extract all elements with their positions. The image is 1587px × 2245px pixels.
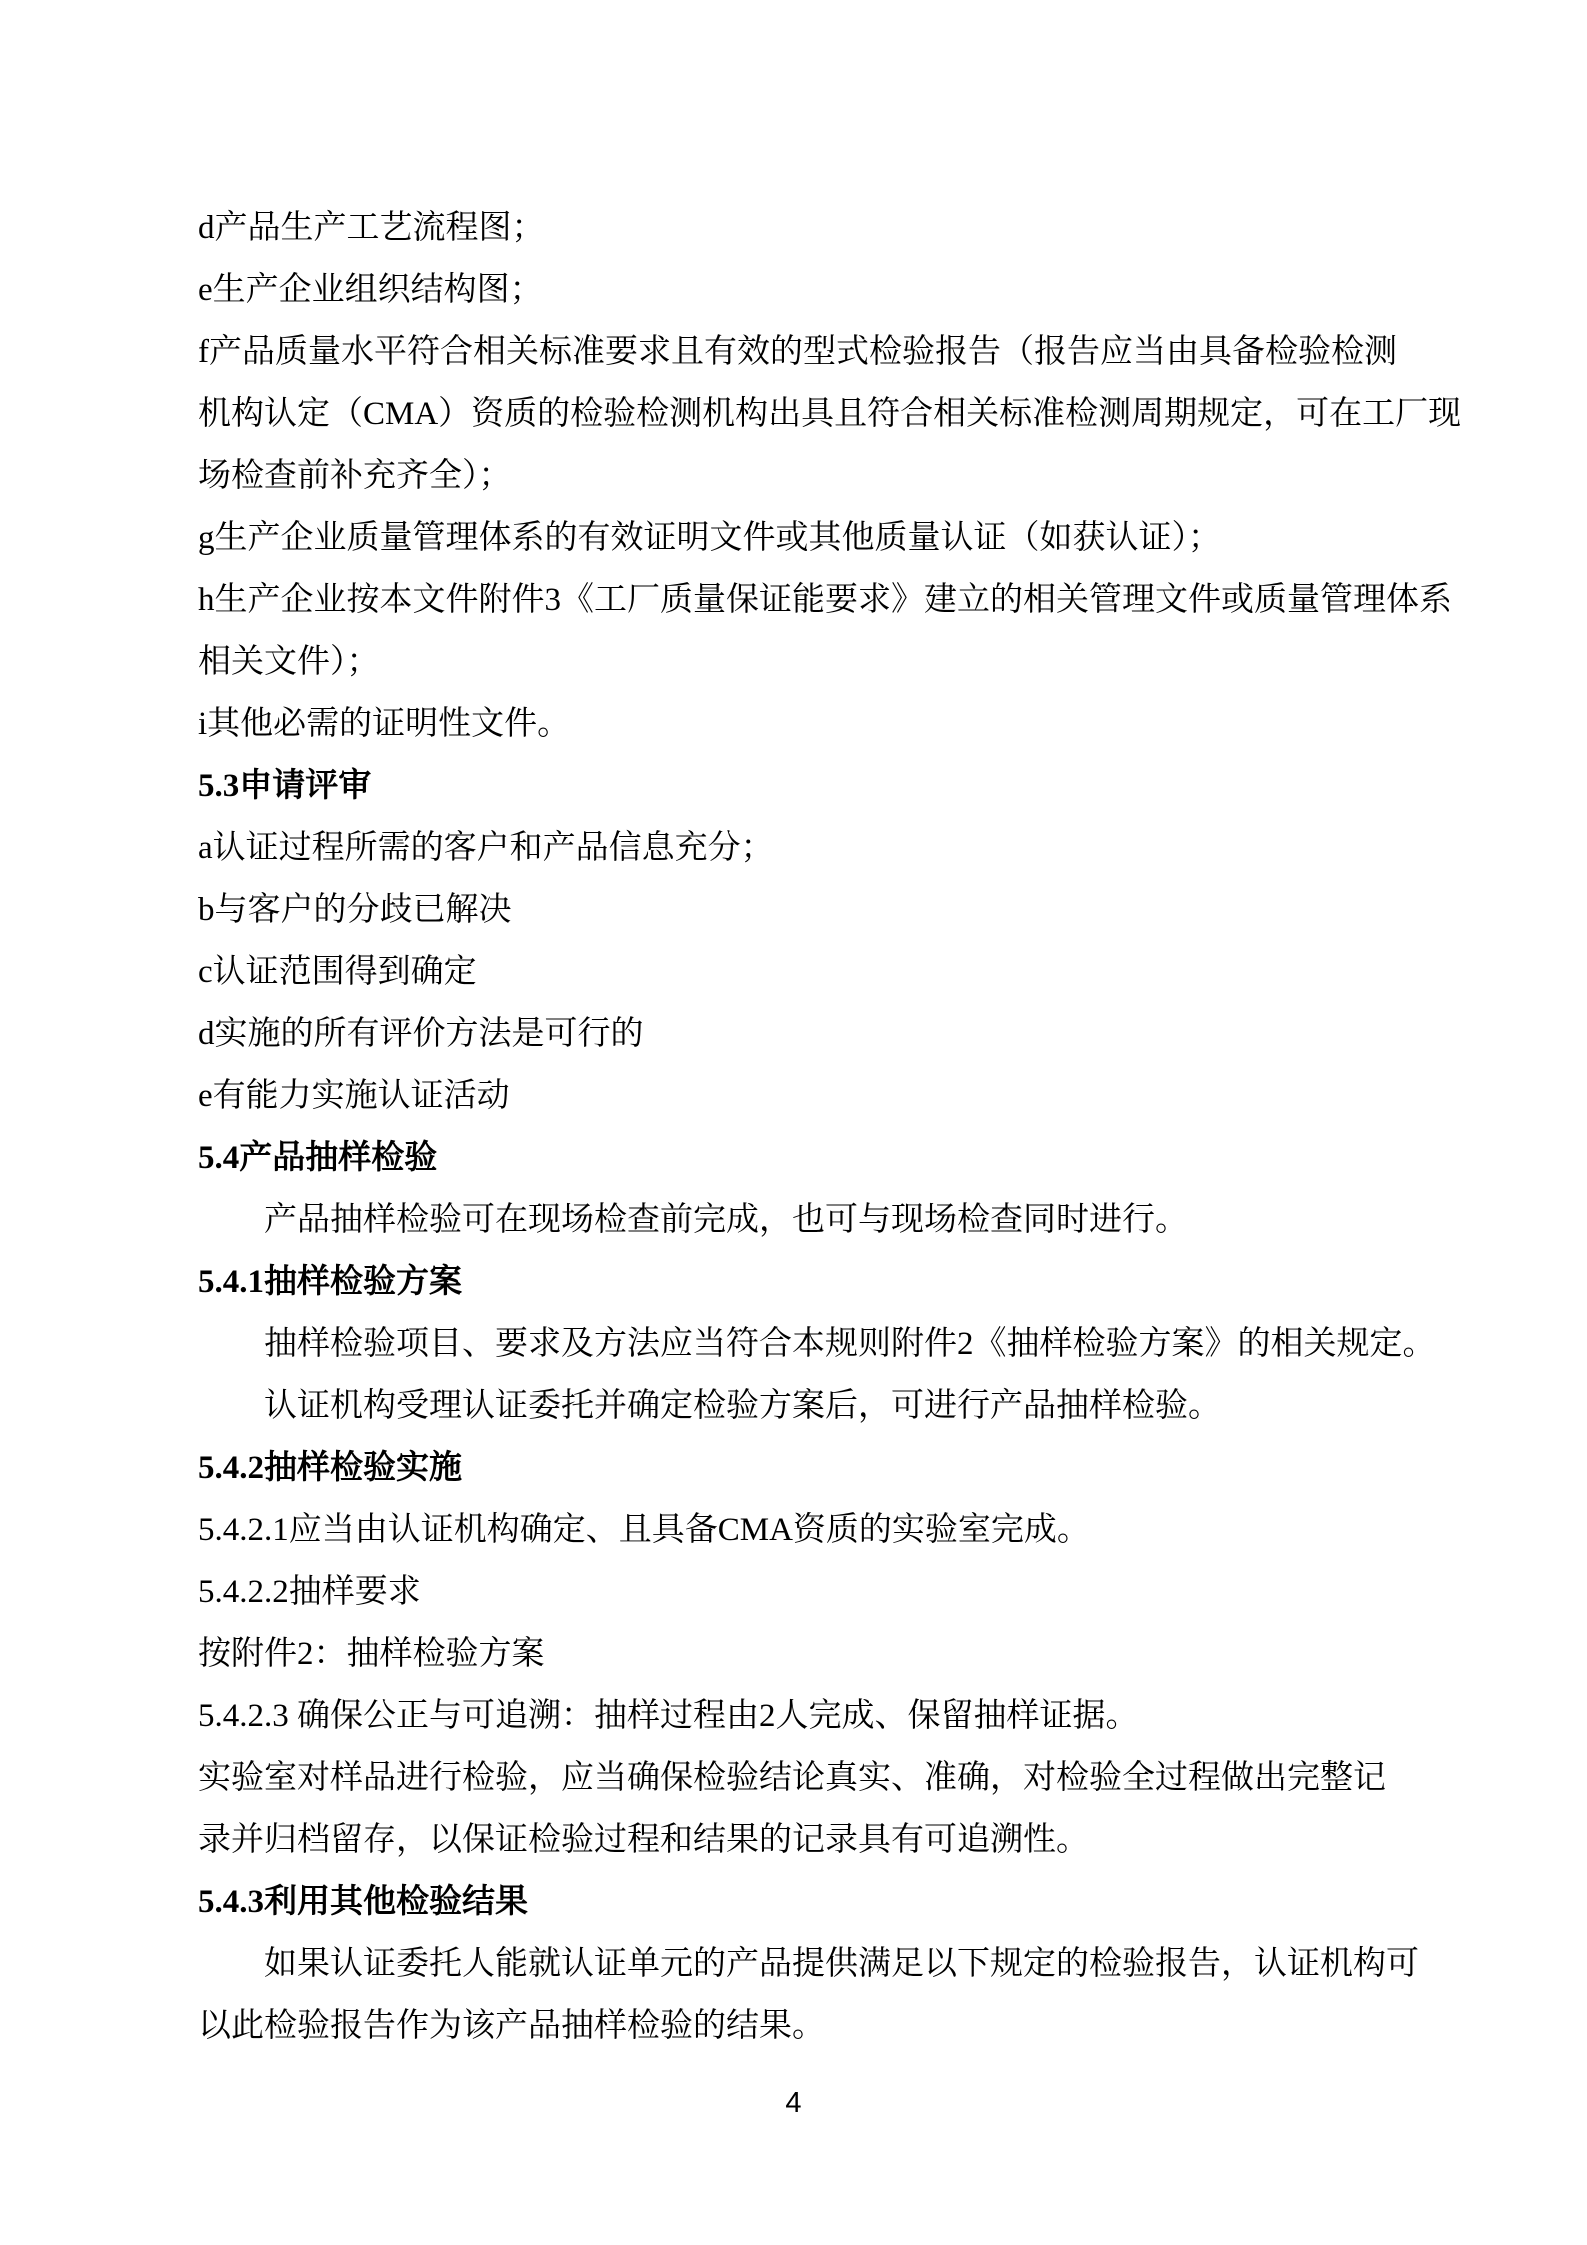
- section-heading: 5.4产品抽样检验: [198, 1140, 438, 1176]
- text-line: d产品生产工艺流程图；: [198, 210, 545, 246]
- text-line: 认证机构受理认证委托并确定检验方案后，可进行产品抽样检验。: [264, 1388, 1221, 1424]
- text-line: b与客户的分歧已解决: [198, 892, 512, 928]
- text-line: i其他必需的证明性文件。: [198, 706, 571, 742]
- section-heading: 5.4.2抽样检验实施: [198, 1450, 462, 1486]
- text-line: g生产企业质量管理体系的有效证明文件或其他质量认证（如获认证）；: [198, 520, 1221, 556]
- page-number: 4: [785, 2087, 802, 2119]
- text-line: 场检查前补充齐全）；: [198, 458, 512, 494]
- text-line: 5.4.2.3 确保公正与可追溯：抽样过程由2人完成、保留抽样证据。: [198, 1698, 1139, 1734]
- text-line: 5.4.2.1应当由认证机构确定、且具备CMA资质的实验室完成。: [198, 1512, 1090, 1548]
- text-line: 抽样检验项目、要求及方法应当符合本规则附件2《抽样检验方案》的相关规定。: [264, 1326, 1436, 1362]
- section-heading: 5.4.3利用其他检验结果: [198, 1884, 528, 1920]
- text-line: 如果认证委托人能就认证单元的产品提供满足以下规定的检验报告，认证机构可: [264, 1946, 1419, 1982]
- text-line: 5.4.2.2抽样要求: [198, 1574, 421, 1610]
- text-line: 机构认定（CMA）资质的检验检测机构出具且符合相关标准检测周期规定，可在工厂现: [198, 396, 1462, 432]
- text-line: 相关文件）；: [198, 644, 380, 680]
- text-line: c认证范围得到确定: [198, 954, 477, 990]
- text-line: 实验室对样品进行检验，应当确保检验结论真实、准确，对检验全过程做出完整记: [198, 1760, 1386, 1796]
- text-line: 录并归档留存，以保证检验过程和结果的记录具有可追溯性。: [198, 1822, 1089, 1858]
- text-line: e生产企业组织结构图；: [198, 272, 543, 308]
- text-line: f产品质量水平符合相关标准要求且有效的型式检验报告（报告应当由具备检验检测: [198, 334, 1397, 370]
- text-line: h生产企业按本文件附件3《工厂质量保证能要求》建立的相关管理文件或质量管理体系: [198, 582, 1452, 618]
- section-heading: 5.3申请评审: [198, 768, 372, 804]
- section-heading: 5.4.1抽样检验方案: [198, 1264, 462, 1300]
- text-line: a认证过程所需的客户和产品信息充分；: [198, 830, 774, 866]
- text-line: 按附件2：抽样检验方案: [198, 1636, 545, 1672]
- document-body: [198, 197, 1462, 2057]
- text-line: d实施的所有评价方法是可行的: [198, 1016, 644, 1052]
- text-line: e有能力实施认证活动: [198, 1078, 510, 1114]
- text-line: 以此检验报告作为该产品抽样检验的结果。: [198, 2008, 825, 2044]
- text-line: 产品抽样检验可在现场检查前完成，也可与现场检查同时进行。: [264, 1202, 1188, 1238]
